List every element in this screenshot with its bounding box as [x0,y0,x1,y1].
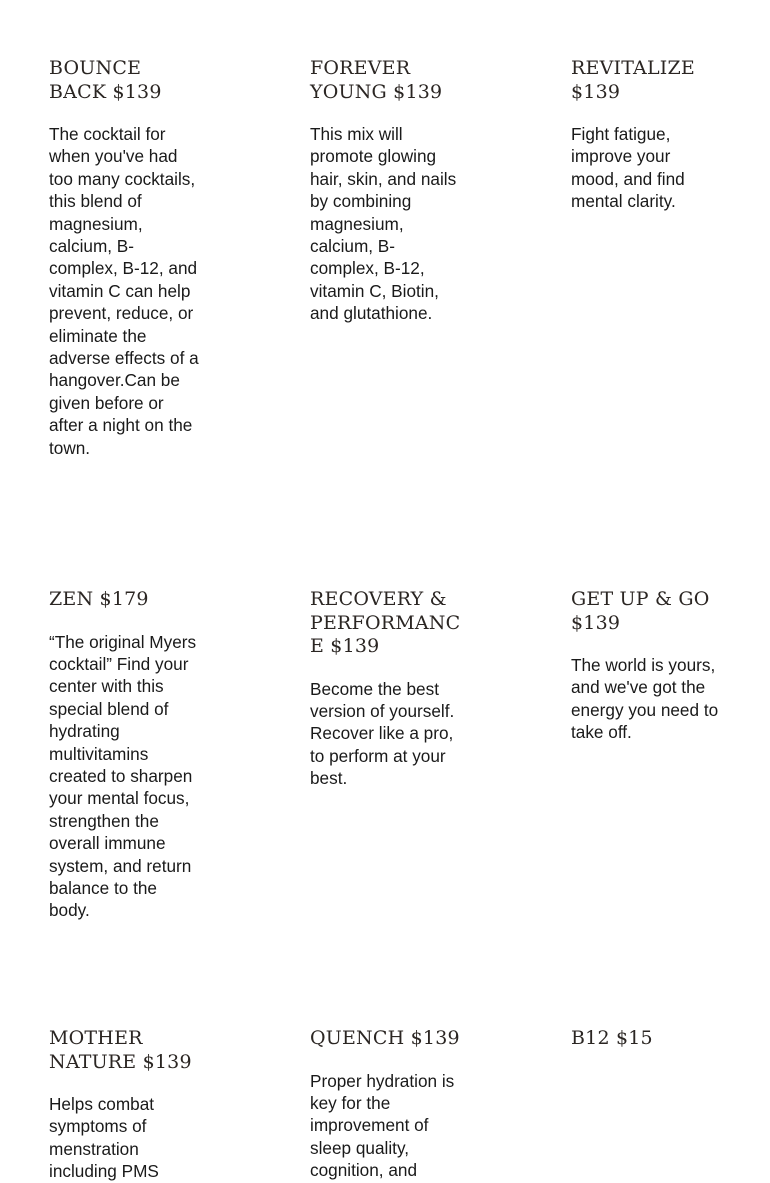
product-card-quench [310,1027,462,1182]
product-card-get-up-and-go [571,588,721,744]
product-card-b12 [571,1027,721,1070]
product-title: RECOVERY & PERFORMANCE $139 [310,588,461,657]
product-description: Helps combat symptoms of menstration including PMS [49,1094,159,1182]
product-title: REVITALIZE $139 [571,57,695,103]
product-title: B12 $15 [571,1027,653,1049]
product-description: “The original Myers cocktail” Find your center with this special blend of hydrating multivitamins created to sharpen your mental focus, strengthen the overall immune system, and return balance to the body. [49,631,197,921]
product-description: The world is yours, and we've got the energy you need to take off. [571,655,719,743]
product-card-recovery-performance [310,588,462,790]
product-description: Proper hydration is key for the improvement of sleep quality, cognition, and [310,1070,455,1181]
product-card-revitalize [571,57,721,213]
product-description: Become the best version of yourself. Recover like a pro, to perform at your best. [310,678,455,789]
product-card-mother-nature [49,1027,201,1183]
product-title: QUENCH $139 [310,1027,460,1049]
product-description: Fight fatigue, improve your mood, and find mental clarity. [571,124,685,212]
product-description: This mix will promote glowing hair, skin, and nails by combining magnesium, calcium, B-complex, B-12, vitamin C, Biotin, and glutathione. [310,124,457,324]
product-card-zen [49,588,201,922]
product-title: BOUNCE BACK $139 [49,57,162,103]
product-description: The cocktail for when you've had too many cocktails, this blend of magnesium, calcium, B-complex, B-12, and vitamin C can help prevent, reduce, or eliminate the adverse effects of a hangover.Can be given before or after a night on the town. [49,124,199,458]
product-card-forever-young [310,57,462,325]
product-title: MOTHER NATURE $139 [49,1027,192,1073]
product-title: FOREVER YOUNG $139 [310,57,443,103]
product-title: GET UP & GO $139 [571,588,710,634]
product-title: ZEN $179 [49,588,149,610]
product-card-bounce-back [49,57,201,459]
